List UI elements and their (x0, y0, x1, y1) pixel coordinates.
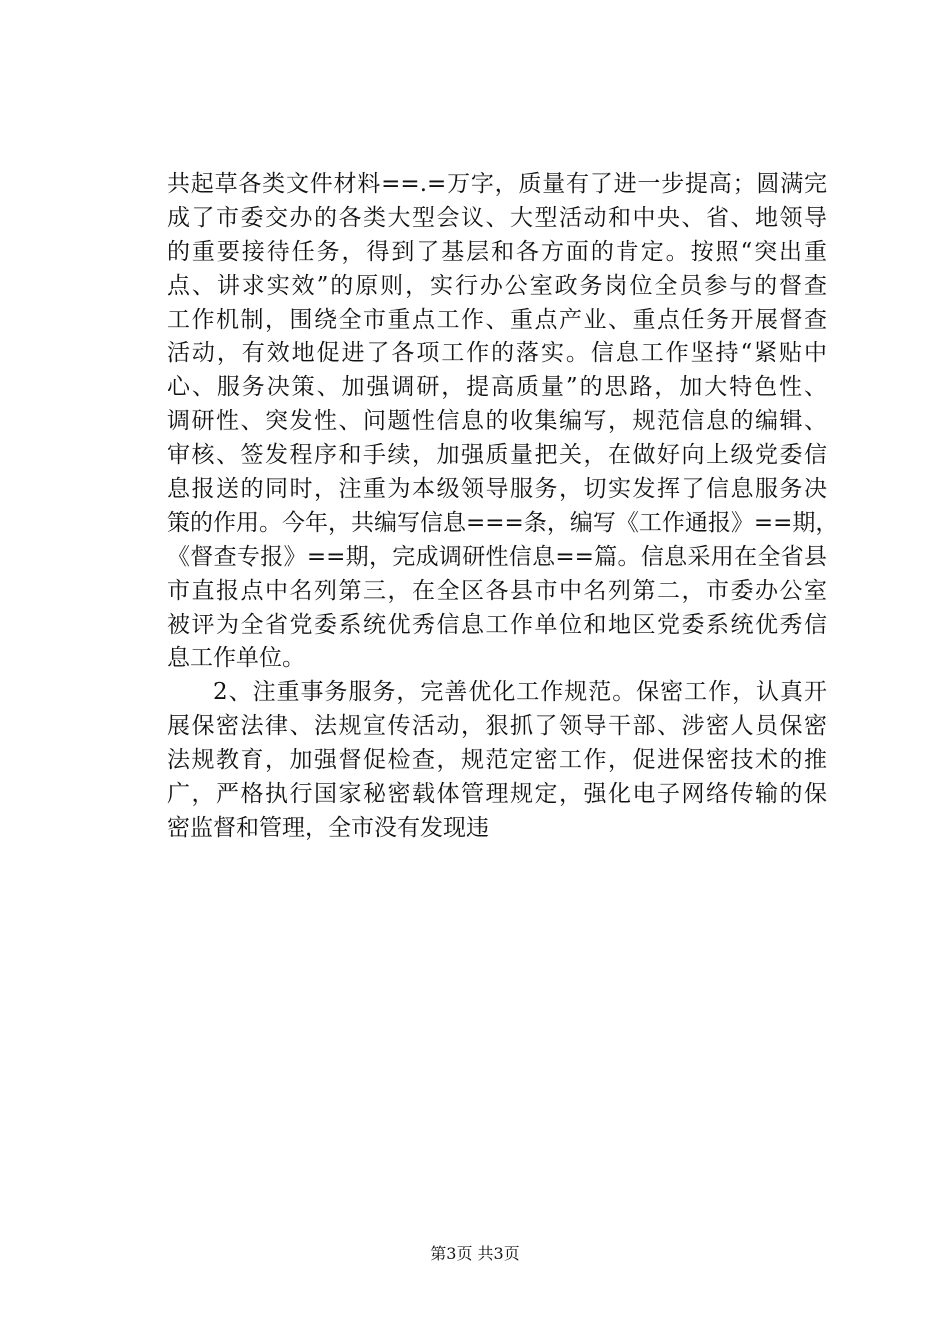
text-line: 密监督和管理，全市没有发现违 (167, 814, 489, 841)
text-line: 被评为全省党委系统优秀信息工作单位和地区党委系统优秀信 (167, 611, 827, 638)
text-line: 审核、签发程序和手续，加强质量把关，在做好向上级党委信 (167, 442, 827, 469)
text-line: 《督查专报》==期，完成调研性信息==篇。信息采用在全省县 (167, 543, 827, 570)
page-number-label: 第3页 共3页 (430, 1244, 520, 1263)
text-line: 广，严格执行国家秘密载体管理规定，强化电子网络传输的保 (167, 781, 827, 808)
text-line: 息报送的同时，注重为本级领导服务，切实发挥了信息服务决 (167, 476, 827, 503)
text-line: 市直报点中名列第三，在全区各县市中名列第二，市委办公室 (167, 577, 827, 604)
text-line: 心、服务决策、加强调研，提高质量”的思路，加大特色性、 (167, 374, 827, 401)
text-line: 的重要接待任务，得到了基层和各方面的肯定。按照“突出重 (167, 238, 827, 265)
text-line: 工作机制，围绕全市重点工作、重点产业、重点任务开展督查 (167, 306, 827, 333)
text-line: 息工作单位。 (167, 645, 305, 672)
text-line: 活动，有效地促进了各项工作的落实。信息工作坚持“紧贴中 (167, 340, 827, 367)
text-line: 调研性、突发性、问题性信息的收集编写，规范信息的编辑、 (167, 408, 827, 435)
body-text (167, 168, 839, 846)
text-line: 2、注重事务服务，完善优化工作规范。保密工作，认真开 (213, 679, 827, 706)
text-line: 点、讲求实效”的原则，实行办公室政务岗位全员参与的督查 (167, 272, 827, 299)
text-line: 展保密法律、法规宣传活动，狠抓了领导干部、涉密人员保密 (167, 713, 827, 740)
text-line: 成了市委交办的各类大型会议、大型活动和中央、省、地领导 (167, 204, 827, 231)
page-footer (0, 1242, 950, 1266)
text-line: 策的作用。今年，共编写信息===条，编写《工作通报》==期， (167, 509, 839, 536)
text-line: 共起草各类文件材料==.=万字，质量有了进一步提高；圆满完 (167, 171, 827, 197)
text-line: 法规教育，加强督促检查，规范定密工作，促进保密技术的推 (167, 747, 827, 774)
